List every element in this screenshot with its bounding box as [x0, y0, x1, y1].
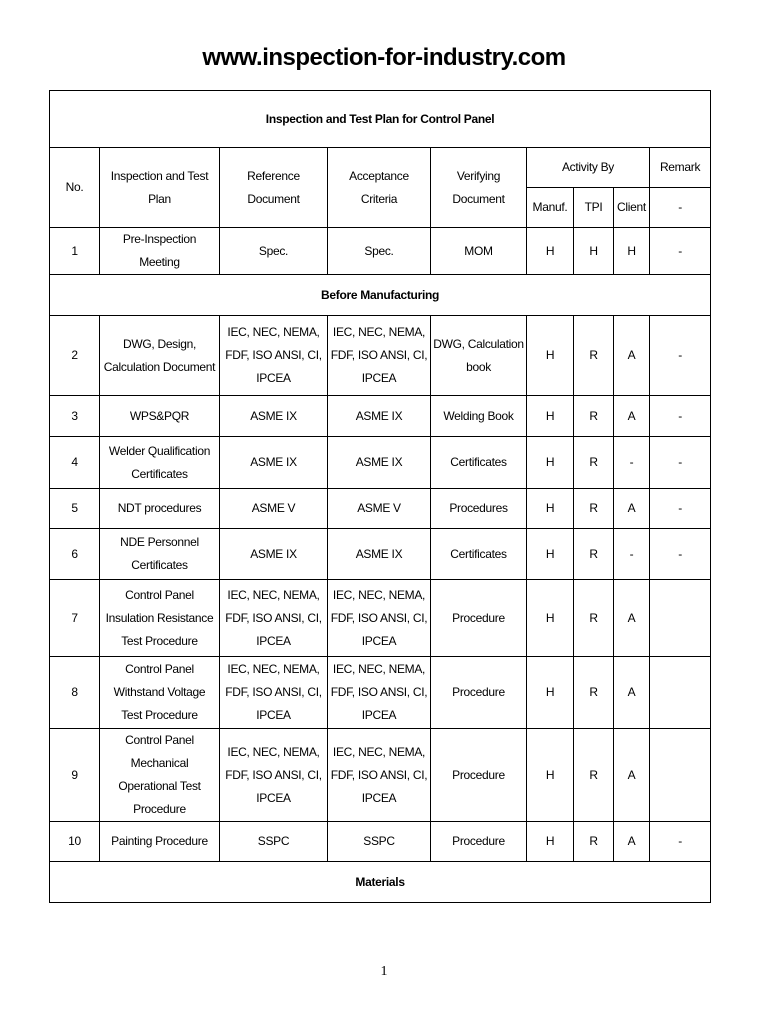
header-acceptance: Acceptance Criteria: [328, 148, 431, 228]
row-verifying: Procedure: [431, 580, 527, 657]
row-acceptance: SSPC: [328, 822, 431, 862]
row-tpi: R: [574, 580, 614, 657]
row-manuf: H: [527, 396, 574, 437]
row-client: A: [614, 396, 650, 437]
row-client: A: [614, 822, 650, 862]
row-reference: IEC, NEC, NEMA, FDF, ISO ANSI, CI, IPCEA: [220, 316, 328, 396]
site-url: www.inspection-for-industry.com: [202, 44, 566, 71]
row-reference: ASME IX: [220, 396, 328, 437]
row-manuf: H: [527, 822, 574, 862]
table-row: [50, 437, 711, 489]
row-reference: IEC, NEC, NEMA, FDF, ISO ANSI, CI, IPCEA: [220, 729, 328, 822]
table-row: [50, 822, 711, 862]
row-tpi: R: [574, 729, 614, 822]
row-tpi: H: [574, 228, 614, 275]
row-no: 2: [50, 316, 100, 396]
row-verifying: Procedure: [431, 657, 527, 729]
row-acceptance: IEC, NEC, NEMA, FDF, ISO ANSI, CI, IPCEA: [328, 729, 431, 822]
row-acceptance: IEC, NEC, NEMA, FDF, ISO ANSI, CI, IPCEA: [328, 580, 431, 657]
row-remark: -: [650, 529, 711, 580]
table-row: [50, 228, 711, 275]
row-plan: Control Panel Insulation Resistance Test Procedure: [100, 580, 220, 657]
row-manuf: H: [527, 657, 574, 729]
row-remark: [650, 657, 711, 729]
row-client: A: [614, 657, 650, 729]
row-remark: -: [650, 822, 711, 862]
row-plan: Welder Qualification Certificates: [100, 437, 220, 489]
row-acceptance: IEC, NEC, NEMA, FDF, ISO ANSI, CI, IPCEA: [328, 657, 431, 729]
row-manuf: H: [527, 529, 574, 580]
table-row: [50, 580, 711, 657]
row-remark: -: [650, 489, 711, 529]
row-manuf: H: [527, 489, 574, 529]
row-remark: [650, 580, 711, 657]
row-reference: ASME IX: [220, 437, 328, 489]
row-manuf: H: [527, 228, 574, 275]
row-reference: IEC, NEC, NEMA, FDF, ISO ANSI, CI, IPCEA: [220, 580, 328, 657]
row-tpi: R: [574, 489, 614, 529]
row-manuf: H: [527, 580, 574, 657]
row-reference: ASME IX: [220, 529, 328, 580]
row-verifying: Procedure: [431, 729, 527, 822]
header-row: [50, 148, 711, 188]
row-client: -: [614, 437, 650, 489]
row-no: 5: [50, 489, 100, 529]
row-reference: IEC, NEC, NEMA, FDF, ISO ANSI, CI, IPCEA: [220, 657, 328, 729]
row-acceptance: ASME IX: [328, 529, 431, 580]
section-row: [50, 275, 711, 316]
row-tpi: R: [574, 396, 614, 437]
row-remark: [650, 729, 711, 822]
row-no: 6: [50, 529, 100, 580]
header-client: Client: [614, 188, 650, 228]
header-plan: Inspection and Test Plan: [100, 148, 220, 228]
header-remark: Remark: [650, 148, 711, 188]
row-client: A: [614, 316, 650, 396]
row-acceptance: IEC, NEC, NEMA, FDF, ISO ANSI, CI, IPCEA: [328, 316, 431, 396]
row-manuf: H: [527, 316, 574, 396]
row-remark: -: [650, 316, 711, 396]
section-row: [50, 862, 711, 903]
row-remark: -: [650, 228, 711, 275]
row-client: A: [614, 729, 650, 822]
row-reference: Spec.: [220, 228, 328, 275]
header-remark-sub: -: [650, 188, 711, 228]
row-no: 3: [50, 396, 100, 437]
row-tpi: R: [574, 657, 614, 729]
row-plan: WPS&PQR: [100, 396, 220, 437]
row-remark: -: [650, 396, 711, 437]
row-reference: SSPC: [220, 822, 328, 862]
row-tpi: R: [574, 316, 614, 396]
table-row: [50, 529, 711, 580]
row-acceptance: ASME V: [328, 489, 431, 529]
header-no: No.: [50, 148, 100, 228]
row-no: 1: [50, 228, 100, 275]
header-activity-by: Activity By: [527, 148, 650, 188]
section-materials: Materials: [50, 862, 711, 903]
row-plan: NDE Personnel Certificates: [100, 529, 220, 580]
row-no: 8: [50, 657, 100, 729]
row-client: -: [614, 529, 650, 580]
row-acceptance: ASME IX: [328, 437, 431, 489]
row-plan: DWG, Design, Calculation Document: [100, 316, 220, 396]
row-acceptance: Spec.: [328, 228, 431, 275]
row-plan: Pre-Inspection Meeting: [100, 228, 220, 275]
row-verifying: MOM: [431, 228, 527, 275]
row-verifying: Certificates: [431, 529, 527, 580]
table-row: [50, 729, 711, 822]
row-acceptance: ASME IX: [328, 396, 431, 437]
row-no: 7: [50, 580, 100, 657]
header-tpi: TPI: [574, 188, 614, 228]
inspection-test-plan-table: [49, 90, 711, 903]
row-verifying: DWG, Calculation book: [431, 316, 527, 396]
row-reference: ASME V: [220, 489, 328, 529]
row-verifying: Procedures: [431, 489, 527, 529]
row-plan: Control Panel Mechanical Operational Test Procedure: [100, 729, 220, 822]
header-verifying: Verifying Document: [431, 148, 527, 228]
row-verifying: Procedure: [431, 822, 527, 862]
table-row: [50, 657, 711, 729]
row-client: H: [614, 228, 650, 275]
row-no: 4: [50, 437, 100, 489]
section-before-manufacturing: Before Manufacturing: [50, 275, 711, 316]
page-number: 1: [380, 964, 388, 979]
row-no: 10: [50, 822, 100, 862]
row-no: 9: [50, 729, 100, 822]
row-client: A: [614, 580, 650, 657]
table-row: [50, 316, 711, 396]
row-tpi: R: [574, 437, 614, 489]
row-manuf: H: [527, 729, 574, 822]
row-verifying: Welding Book: [431, 396, 527, 437]
table-row: [50, 396, 711, 437]
row-plan: Painting Procedure: [100, 822, 220, 862]
header-manuf: Manuf.: [527, 188, 574, 228]
row-plan: NDT procedures: [100, 489, 220, 529]
row-client: A: [614, 489, 650, 529]
row-tpi: R: [574, 529, 614, 580]
table-row: [50, 489, 711, 529]
title-row: [50, 91, 711, 148]
row-tpi: R: [574, 822, 614, 862]
row-verifying: Certificates: [431, 437, 527, 489]
row-plan: Control Panel Withstand Voltage Test Procedure: [100, 657, 220, 729]
header-reference: Reference Document: [220, 148, 328, 228]
row-remark: -: [650, 437, 711, 489]
row-manuf: H: [527, 437, 574, 489]
document-title: Inspection and Test Plan for Control Panel: [50, 91, 711, 148]
